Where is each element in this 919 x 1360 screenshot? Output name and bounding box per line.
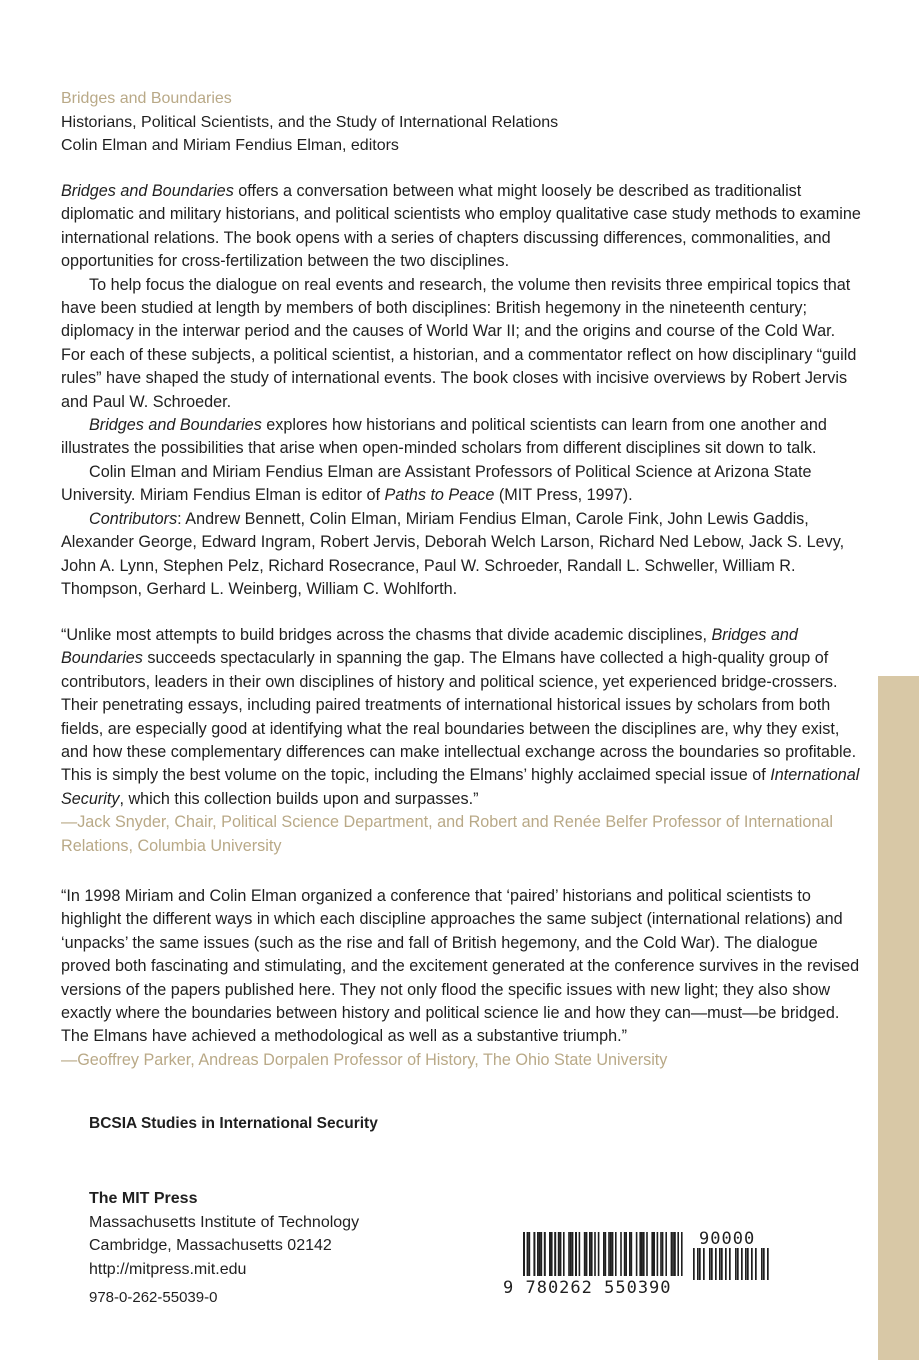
barcode-bar [568,1232,570,1276]
barcode-bar [528,1232,530,1276]
book-subtitle: Historians, Political Scientists, and the Study of International Relations [61,113,559,131]
barcode-bar [575,1232,577,1276]
barcode-bar [674,1232,676,1276]
publisher-name: The MIT Press [89,1190,198,1207]
barcode-bar [579,1232,581,1276]
description-paragraph: Bridges and Boundaries explores how historians and political scientists can learn from one another and illustrates the possibilities that arise when open-minded scholars from different disciplines sit down to talk. [61,416,827,458]
barcode-bar [651,1232,653,1276]
book-title: Bridges and Boundaries [61,90,232,107]
book-description [61,180,861,601]
barcode-addon-bar [703,1248,705,1280]
barcode-bar [603,1232,605,1276]
barcode-addon-bar [715,1248,717,1280]
other-book-title: Paths to Peace [384,486,495,505]
barcode-bar [677,1232,679,1276]
book-header [61,87,558,158]
barcode-bar [559,1232,561,1276]
quote-attribution: —Geoffrey Parker, Andreas Dorpalen Professor of History, The Ohio State University [61,1050,668,1069]
barcode-bar [584,1232,586,1276]
barcode-bar [598,1232,600,1276]
barcode-bar [660,1232,662,1276]
publisher-institution: Massachusetts Institute of Technology [89,1213,360,1231]
description-paragraph: Bridges and Boundaries offers a conversation between what might loosely be described as traditionalist diplomatic and military historians, and political scientists who employ qualitative case study methods to examine international relations. The book opens with a series of chapters discussing differences, commonalities, and opportunities for cross-fertilization between the two disciplines. [61,182,861,271]
book-title-italic: Bridges and Boundaries [61,182,234,200]
quote-attribution: —Jack Snyder, Chair, Political Science Department, and Robert and Renée Belfer Professor of International Relations, Columbia University [61,813,834,855]
barcode-addon-bar [711,1248,713,1280]
barcode-bar [625,1232,627,1276]
barcode-addon-bar [735,1248,737,1280]
barcode-addon-bar [741,1248,743,1280]
barcode-addon-bar [697,1248,699,1280]
author-bio: Colin Elman and Miriam Fendius Elman are Assistant Professors of Political Science at Arizona State University. Miriam Fendius Elman is editor of Paths to Peace (MIT Press, 1997). [61,462,812,505]
isbn-barcode [503,1229,775,1300]
publisher-address: Cambridge, Massachusetts 02142 [89,1237,332,1254]
barcode-bar [533,1232,535,1276]
barcode-addon-bar [699,1248,701,1280]
barcode-bar [620,1232,622,1276]
barcode-addon-bar [709,1248,711,1280]
barcode-addon-bar [747,1248,749,1280]
barcode-digits: 9 780262 550390 [503,1278,672,1298]
barcode-bar [643,1232,645,1276]
barcode-bar [646,1232,648,1276]
barcode-addon-digits: 90000 [699,1229,756,1249]
isbn: 978-0-262-55039-0 [89,1289,218,1306]
barcode-bar [636,1232,638,1276]
barcode-bar [589,1232,591,1276]
barcode-bar [591,1232,593,1276]
barcode-addon-bar [755,1248,757,1280]
barcode-bar [537,1232,539,1276]
barcode-addon-bar [745,1248,747,1280]
barcode-bar [662,1232,664,1276]
review-quote: “Unlike most attempts to build bridges across the chasms that divide academic disciplines, Bridges and Boundaries succeeds spectacularly in spanning the gap. The Elmans have collected a high-quality group of contributors, leaders in their own disciplines of history and political science, yet experienced bridge-crossers. Their penetrating essays, including paired treatments of international historical issues by scholars from both fields, are especially good at identifying what the real boundaries between the disciplines are, why they exist, and how these complementary differences can make intellectual exchange across the boundaries so profitable. This is simply the best volume on the topic, including the Elmans’ highly acclaimed special issue of International Security, which this collection builds upon and surpasses.” —Jack Snyder, Chair, Political Science Department, and Robert and Renée Belfer Professor of International Relations, Columbia University [61,624,866,858]
barcode-bar [665,1232,667,1276]
barcode-bar [611,1232,613,1276]
review-quote: “In 1998 Miriam and Colin Elman organized a conference that ‘paired’ historians and political scientists to highlight the different ways in which each discipline approaches the same subject (international relations) and ‘unpacks’ the same issues (such as the rise and fall of British hegemony, and the Cold War). The dialogue proved both fascinating and stimulating, and the excitement generated at the conference survives in the revised versions of the papers published here. They not only flood the specific issues with new light; they also show exactly where the boundaries between history and political science lie and how they can—must—be bridged. The Elmans have achieved a methodological as well as a substantive triumph.” —Geoffrey Parker, Andreas Dorpalen Professor of History, The Ohio State University [61,885,866,1072]
barcode-addon-bar [763,1248,765,1280]
barcode-bar [563,1232,565,1276]
barcode-bar [610,1232,612,1276]
contributors-list: Contributors: Andrew Bennett, Colin Elman, Miriam Fendius Elman, Carole Fink, John Lewis Gaddis, Alexander George, Edward Ingram, Robert Jervis, Deborah Welch Larson, Richard Ned Lebow, Jack S. Levy, John A. Lynn, Stephen Pelz, Richard Rosecrance, Paul W. Schroeder, Randall L. Schweller, William R. Thompson, Gerhard L. Weinberg, William C. Wohlforth. [61,509,845,598]
book-title-italic: Bridges and Boundaries [89,416,262,435]
barcode-bar [544,1232,546,1276]
barcode-bar [585,1232,587,1276]
barcode-addon-bar [721,1248,723,1280]
barcode-addon-bar [725,1248,727,1280]
barcode-bar [551,1232,553,1276]
barcode-addon-bar [761,1248,763,1280]
barcode-bar [681,1232,683,1276]
contributors-label: Contributors [89,509,178,528]
barcode-bar [549,1232,551,1276]
barcode-addon-bar [693,1248,695,1280]
barcode-bar [657,1232,659,1276]
barcode-bar [608,1232,610,1276]
barcode-bar [572,1232,574,1276]
barcode-bar [570,1232,572,1276]
publisher-block [89,1187,359,1310]
barcode-bar [672,1232,674,1276]
barcode-bar [539,1232,541,1276]
publisher-url[interactable]: http://mitpress.mit.edu [89,1260,247,1278]
barcode-bar [523,1232,525,1276]
journal-title: International Security [61,766,860,808]
barcode-addon-bar [719,1248,721,1280]
barcode-bar [605,1232,607,1276]
barcode-addon-bar [767,1248,769,1280]
book-spine-strip [878,676,919,1360]
book-editors: Colin Elman and Miriam Fendius Elman, editors [61,137,399,154]
barcode-addon-bar [751,1248,753,1280]
description-paragraph: To help focus the dialogue on real events and research, the volume then revisits three empirical topics that have been studied at length by members of both disciplines: British hegemony in the nineteenth century; diplomacy in the interwar period and the causes of World War II; and the origins and course of the Cold War. For each of these subjects, a political scientist, a historian, and a commentator reflect on how disciplinary “guild rules” have shaped the study of international events. The book closes with incisive overviews by Robert Jervis and Paul W. Schroeder. [61,275,857,411]
barcode-bar [629,1232,631,1276]
barcode-bar [554,1232,556,1276]
barcode-addon-bar [737,1248,739,1280]
barcode-bar [558,1232,560,1276]
barcode-bar [639,1232,641,1276]
barcode-bar [594,1232,596,1276]
barcode-bar [624,1232,626,1276]
barcode-bar [615,1232,617,1276]
barcode-bar [653,1232,655,1276]
barcode-addon-bar [729,1248,731,1280]
barcode-bar [527,1232,529,1276]
barcode-bar [631,1232,633,1276]
barcode-bar [671,1232,673,1276]
series-name: BCSIA Studies in International Security [89,1115,378,1132]
barcode-bar [541,1232,543,1276]
book-title-italic: Bridges and Boundaries [61,626,798,668]
barcode-bar [641,1232,643,1276]
